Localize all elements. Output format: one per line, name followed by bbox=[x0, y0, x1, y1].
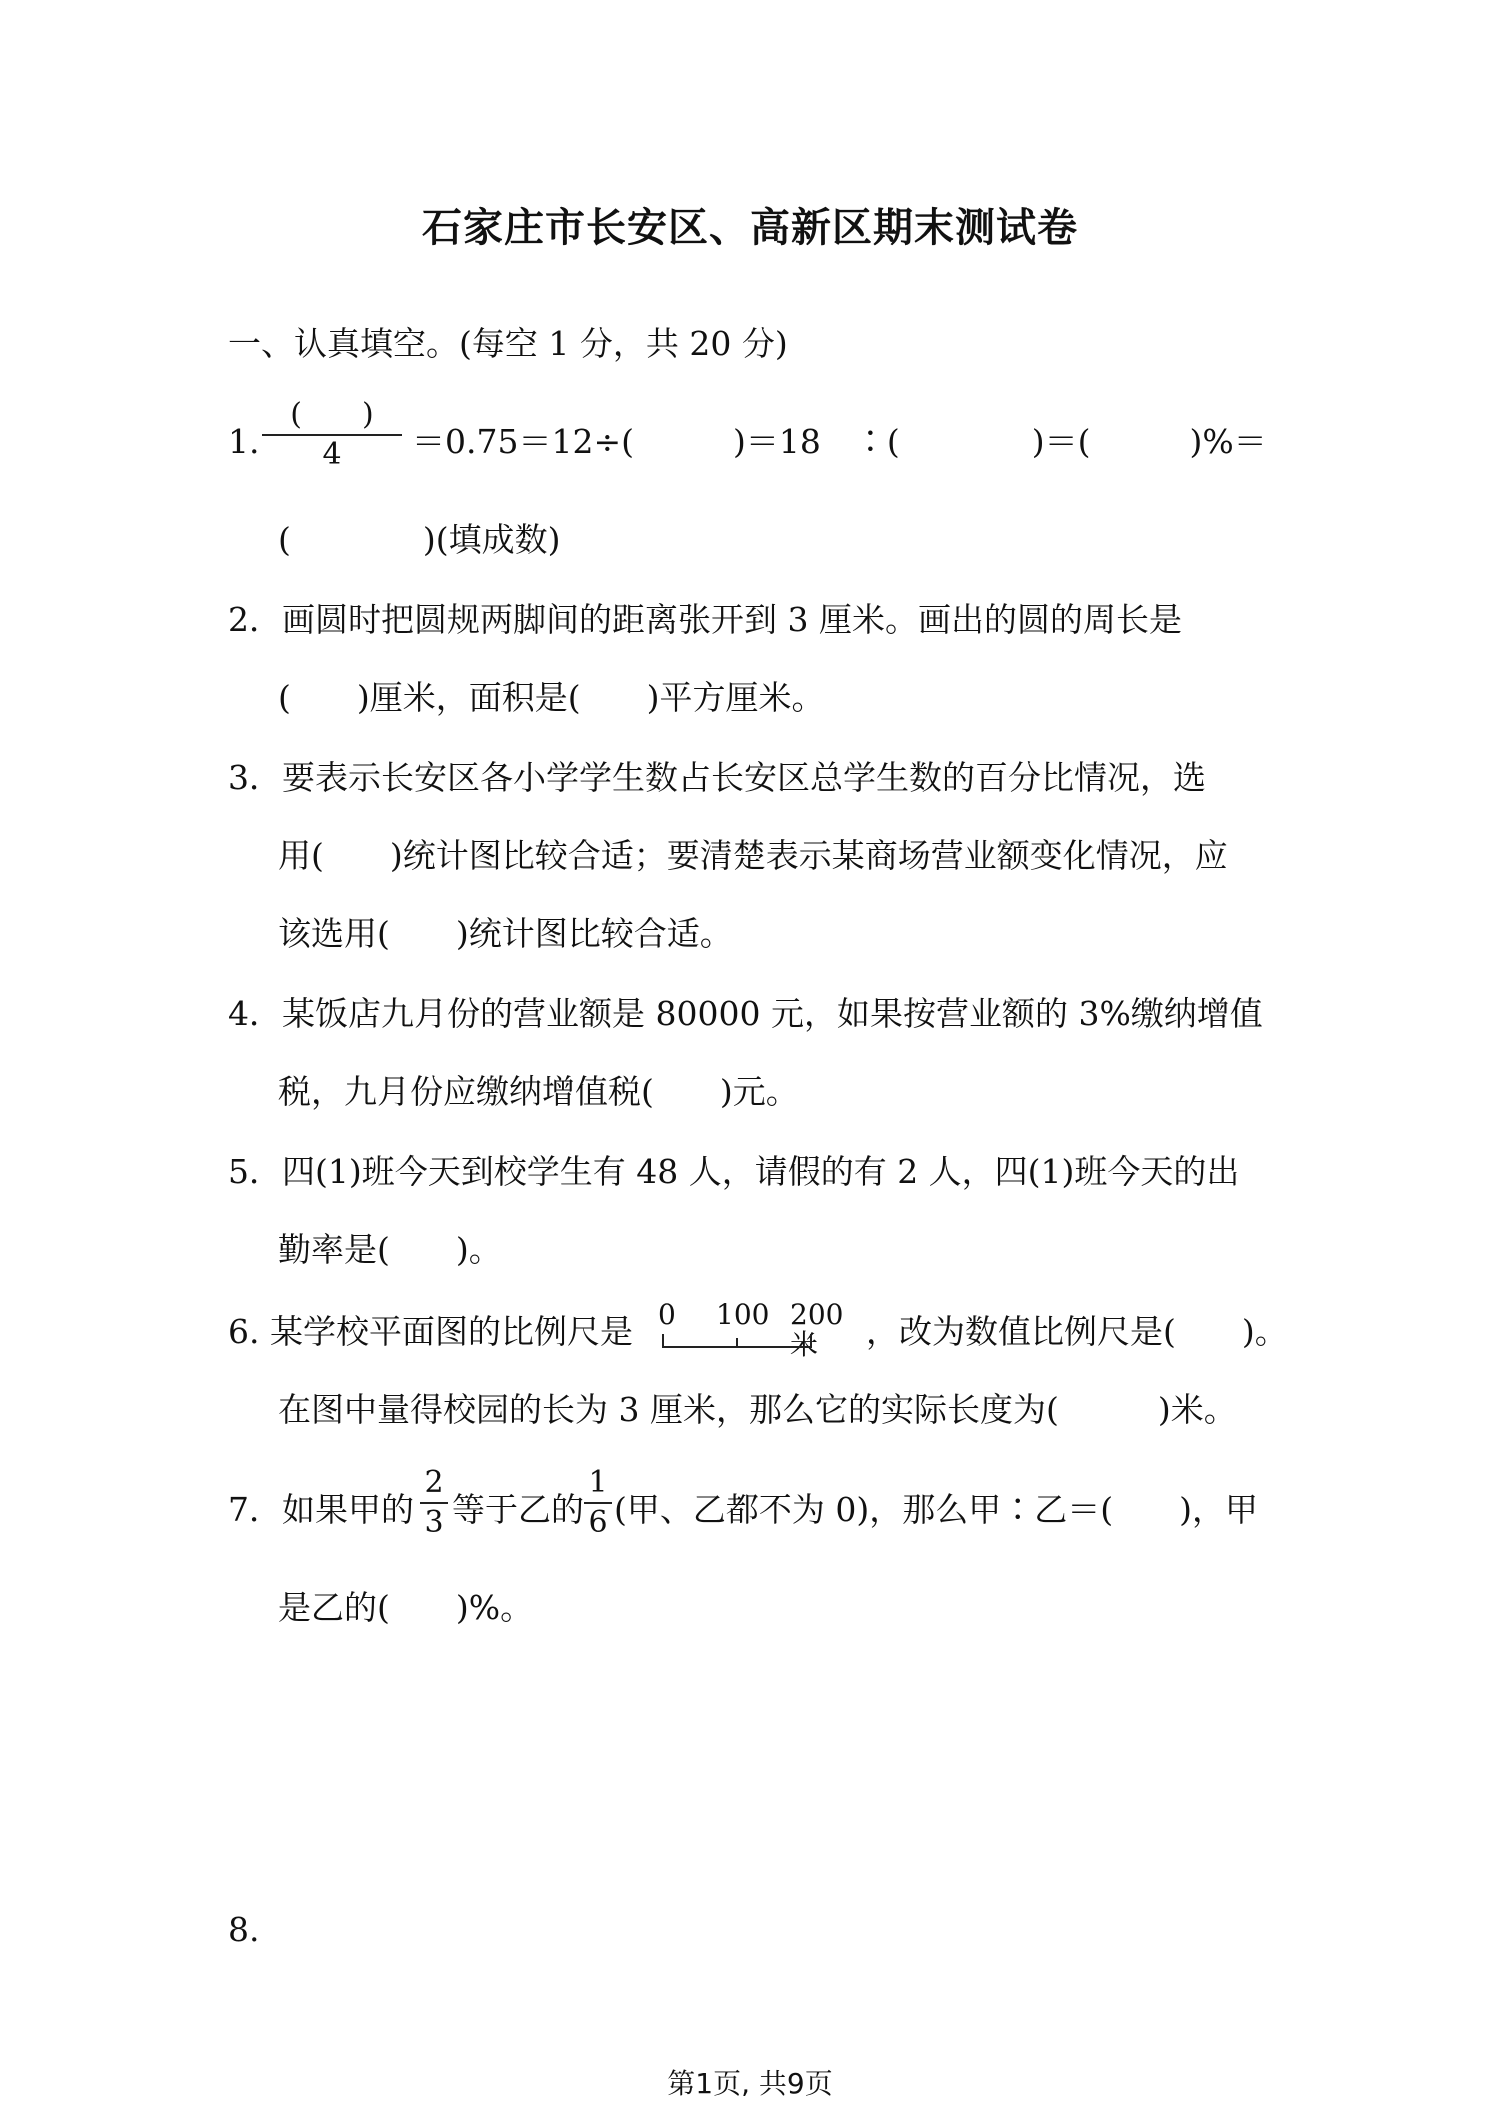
fraction-denominator: 3 bbox=[424, 1505, 444, 1540]
question-7-fraction-1 bbox=[420, 1466, 448, 1540]
question-6-suffix: ，改为数值比例尺是( )。 bbox=[866, 1312, 1288, 1351]
fraction-numerator: 2 bbox=[424, 1465, 444, 1500]
fraction-numerator: ( ) bbox=[290, 397, 374, 432]
question-1-fraction bbox=[262, 398, 402, 472]
question-2-line2: ( )厘米，面积是( )平方厘米。 bbox=[278, 678, 825, 717]
question-7-middle: 等于乙的 bbox=[452, 1490, 584, 1529]
scale-tick-100 bbox=[736, 1338, 738, 1348]
question-7-line2: 是乙的( )%。 bbox=[278, 1588, 534, 1627]
question-1-text: ＝0.75＝12÷( )＝18 ∶( )＝( )%＝ bbox=[412, 422, 1267, 461]
scale-label-0: 0 bbox=[658, 1298, 676, 1331]
question-6-line2: 在图中量得校园的长为 3 厘米，那么它的实际长度为( )米。 bbox=[278, 1390, 1237, 1429]
fraction-bar bbox=[420, 1502, 448, 1504]
scale-bar bbox=[656, 1298, 866, 1361]
page-footer: 第1页, 共9页 bbox=[667, 2067, 833, 2100]
scale-label-100: 100 bbox=[716, 1298, 770, 1331]
question-3-line3: 该选用( )统计图比较合适。 bbox=[278, 914, 733, 953]
question-6-prefix: 6. 某学校平面图的比例尺是 bbox=[228, 1312, 633, 1351]
question-3-line2: 用( )统计图比较合适；要清楚表示某商场营业额变化情况，应 bbox=[278, 836, 1228, 875]
fraction-bar bbox=[262, 434, 402, 436]
question-5-line2: 勤率是( )。 bbox=[278, 1230, 502, 1269]
section-heading: 一、认真填空。(每空 1 分，共 20 分) bbox=[228, 324, 788, 363]
fraction-numerator: 1 bbox=[588, 1465, 608, 1500]
question-2-line1: 2．画圆时把圆规两脚间的距离张开到 3 厘米。画出的圆的周长是 bbox=[228, 600, 1182, 639]
question-8-number: 8. bbox=[228, 1910, 260, 1949]
question-7-prefix: 7．如果甲的 bbox=[228, 1490, 414, 1529]
question-4-line1: 4．某饭店九月份的营业额是 80000 元，如果按营业额的 3%缴纳增值 bbox=[228, 994, 1263, 1033]
fraction-bar bbox=[584, 1502, 612, 1504]
scale-tick-0 bbox=[662, 1334, 664, 1348]
fraction-denominator: 4 bbox=[322, 437, 342, 472]
question-1-line2: ( )(填成数) bbox=[278, 520, 561, 559]
question-1-number: 1. bbox=[228, 422, 260, 461]
question-4-line2: 税，九月份应缴纳增值税( )元。 bbox=[278, 1072, 799, 1111]
scale-label-200: 200米 bbox=[790, 1298, 844, 1361]
scale-tick-200 bbox=[810, 1334, 812, 1348]
page-title: 石家庄市长安区、高新区期末测试卷 bbox=[422, 205, 1078, 251]
question-7-fraction-2 bbox=[584, 1466, 612, 1540]
question-7-suffix: (甲、乙都不为 0)，那么甲∶乙＝( )，甲 bbox=[614, 1490, 1258, 1529]
question-3-line1: 3．要表示长安区各小学学生数占长安区总学生数的百分比情况，选 bbox=[228, 758, 1206, 797]
fraction-denominator: 6 bbox=[588, 1505, 608, 1540]
question-5-line1: 5．四(1)班今天到校学生有 48 人，请假的有 2 人，四(1)班今天的出 bbox=[228, 1152, 1240, 1191]
